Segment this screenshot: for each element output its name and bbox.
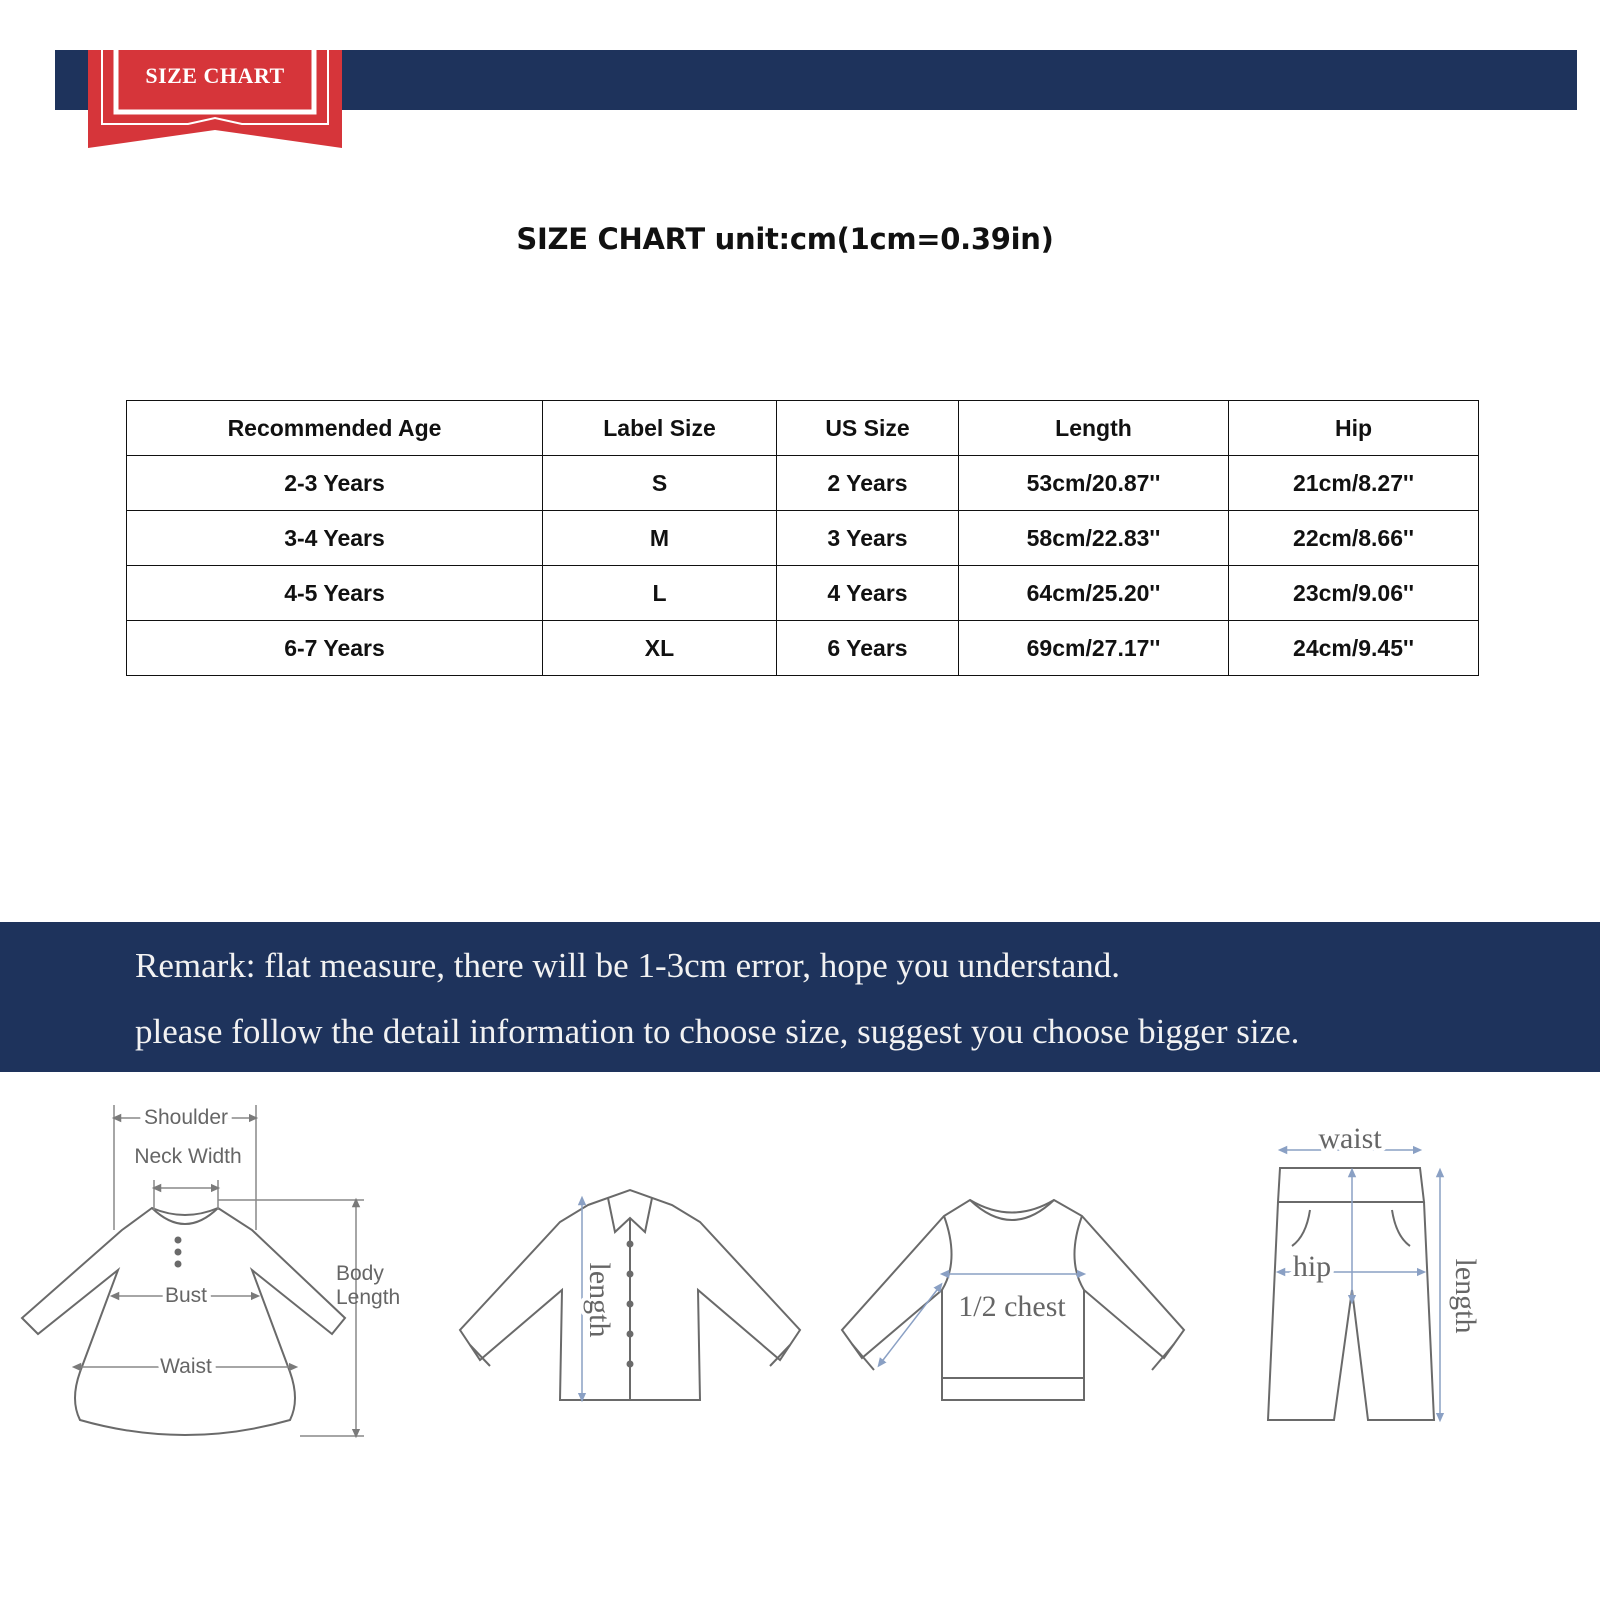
- table-cell: 69cm/27.17'': [959, 621, 1229, 676]
- table-cell: 58cm/22.83'': [959, 511, 1229, 566]
- size-table: [126, 400, 1479, 676]
- table-header-row: [127, 401, 1479, 456]
- measurement-diagrams: [0, 1090, 1600, 1450]
- table-row: [127, 456, 1479, 511]
- column-header: Label Size: [543, 401, 777, 456]
- table-cell: 2 Years: [777, 456, 959, 511]
- neck-width-label: Neck Width: [134, 1145, 242, 1168]
- table-cell: 21cm/8.27'': [1229, 456, 1479, 511]
- table-row: [127, 621, 1479, 676]
- table-cell: 4 Years: [777, 566, 959, 621]
- remark-line-2: please follow the detail information to choose size, suggest you choose bigger size.: [135, 1012, 1300, 1051]
- body-length-label-line1: Body: [336, 1262, 384, 1285]
- page-title: SIZE CHART unit:cm(1cm=0.39in): [516, 222, 1054, 256]
- column-header: Length: [959, 401, 1229, 456]
- table-row: [127, 566, 1479, 621]
- table-cell: 2-3 Years: [127, 456, 543, 511]
- pants-diagram: [1268, 1150, 1440, 1420]
- ribbon-label: SIZE CHART: [145, 63, 285, 88]
- table-cell: 6-7 Years: [127, 621, 543, 676]
- remark-line-1: Remark: flat measure, there will be 1-3cm error, hope you understand.: [135, 946, 1121, 985]
- bust-label: Bust: [164, 1284, 208, 1307]
- shirt-length-label: length: [583, 1262, 616, 1338]
- table-cell: L: [543, 566, 777, 621]
- shoulder-label: Shoulder: [143, 1106, 229, 1129]
- table-cell: M: [543, 511, 777, 566]
- column-header: US Size: [777, 401, 959, 456]
- column-header: Hip: [1229, 401, 1479, 456]
- shirt-diagram: [460, 1190, 800, 1400]
- table-cell: S: [543, 456, 777, 511]
- pants-hip-label: hip: [1292, 1250, 1332, 1283]
- table-cell: XL: [543, 621, 777, 676]
- table-cell: 4-5 Years: [127, 566, 543, 621]
- table-cell: 22cm/8.66'': [1229, 511, 1479, 566]
- table-cell: 53cm/20.87'': [959, 456, 1229, 511]
- table-row: [127, 511, 1479, 566]
- table-cell: 64cm/25.20'': [959, 566, 1229, 621]
- pants-waist-label: waist: [1318, 1122, 1382, 1155]
- table-cell: 23cm/9.06'': [1229, 566, 1479, 621]
- table-cell: 3-4 Years: [127, 511, 543, 566]
- waist-label: Waist: [160, 1355, 212, 1378]
- table-cell: 6 Years: [777, 621, 959, 676]
- table-cell: 3 Years: [777, 511, 959, 566]
- column-header: Recommended Age: [127, 401, 543, 456]
- pants-length-label: length: [1449, 1258, 1482, 1334]
- table-cell: 24cm/9.45'': [1229, 621, 1479, 676]
- half-chest-label: 1/2 chest: [958, 1290, 1066, 1323]
- body-length-label-line2: Length: [336, 1286, 401, 1309]
